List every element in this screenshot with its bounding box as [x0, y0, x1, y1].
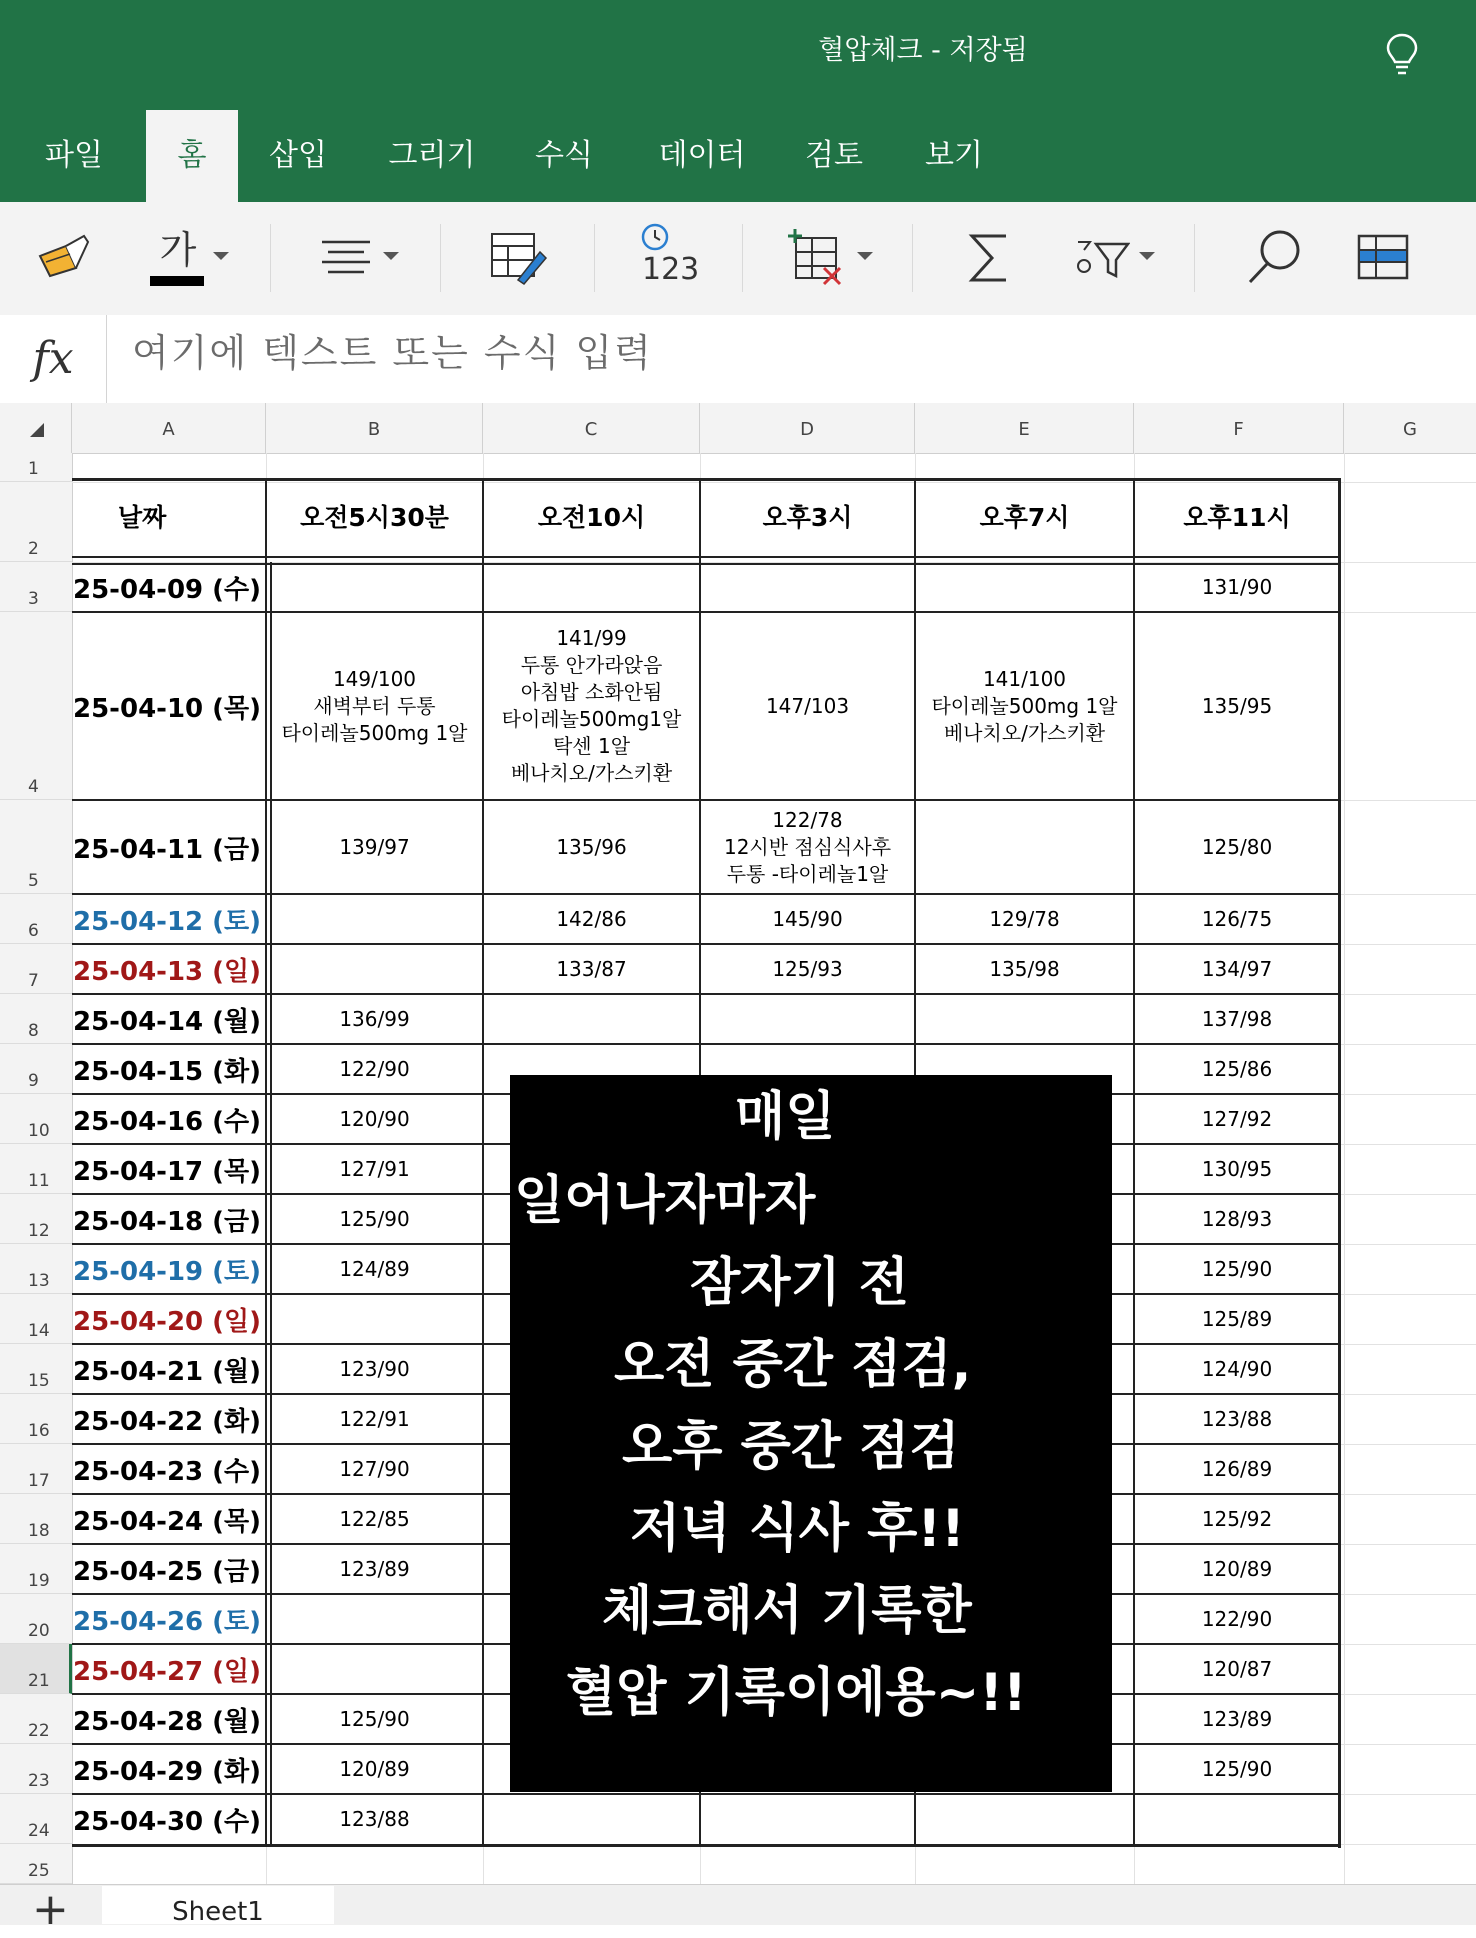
tab-view[interactable]: 보기 [925, 138, 983, 173]
row-number: 2 [28, 539, 39, 559]
row-number: 18 [28, 1521, 50, 1541]
row-number: 14 [28, 1321, 50, 1341]
row-number: 19 [28, 1571, 50, 1591]
reading-cell[interactable]: 125/89 [1201, 1306, 1273, 1331]
toolbar-divider [440, 224, 441, 292]
reading-cell[interactable]: 136/99 [339, 1006, 410, 1031]
row-number: 11 [28, 1171, 50, 1191]
row-number: 9 [28, 1071, 39, 1091]
reading-cell[interactable] [702, 994, 913, 1044]
reading-cell[interactable]: 129/78 [989, 906, 1060, 931]
reading-cell[interactable]: 122/78 12시반 점심식사후 두통 -타이레놀1알 [723, 807, 892, 886]
reading-cell[interactable]: 125/80 [1201, 834, 1273, 859]
overlay-line: 일어나자마자 [514, 1171, 816, 1231]
date-cell[interactable]: 25-04-14 (월) [73, 1006, 262, 1037]
chevron-down-icon[interactable] [856, 250, 874, 262]
reading-cell[interactable] [485, 994, 698, 1044]
tab-draw[interactable]: 그리기 [388, 138, 476, 173]
reading-cell[interactable] [268, 894, 481, 944]
row-number: 25 [28, 1861, 50, 1881]
reading-cell[interactable] [917, 562, 1132, 612]
row-header[interactable] [0, 800, 72, 894]
date-cell[interactable]: 25-04-29 (화) [73, 1756, 262, 1787]
date-cell[interactable]: 25-04-19 (토) [73, 1256, 262, 1287]
reading-cell[interactable]: 139/97 [339, 834, 410, 859]
reading-cell[interactable]: 127/91 [339, 1156, 410, 1181]
column-header-c[interactable]: C [483, 403, 700, 453]
date-cell[interactable]: 25-04-22 (화) [73, 1406, 262, 1437]
reading-cell[interactable]: 127/92 [1201, 1106, 1273, 1131]
row-number: 20 [28, 1621, 50, 1641]
date-cell[interactable]: 25-04-30 (수) [73, 1806, 262, 1837]
date-cell[interactable]: 25-04-26 (토) [73, 1606, 262, 1637]
date-cell[interactable]: 25-04-28 (월) [73, 1706, 262, 1737]
row-number: 1 [28, 459, 39, 479]
row-header[interactable] [0, 1394, 72, 1444]
row-number: 15 [28, 1371, 50, 1391]
row-header[interactable] [0, 1844, 72, 1884]
date-cell[interactable]: 25-04-23 (수) [73, 1456, 262, 1487]
column-header-e[interactable]: E [915, 403, 1134, 453]
reading-cell[interactable]: 122/91 [339, 1406, 410, 1431]
row-number: 5 [28, 871, 39, 891]
row-header[interactable] [0, 1444, 72, 1494]
row-header[interactable] [0, 612, 72, 800]
chevron-down-icon[interactable] [1138, 250, 1156, 262]
reading-cell[interactable]: 147/103 [765, 693, 850, 718]
reading-cell[interactable]: 122/85 [339, 1506, 410, 1531]
date-cell[interactable]: 25-04-16 (수) [73, 1106, 262, 1137]
document-title: 혈압체크 - 저장됨 [818, 35, 1028, 66]
reading-cell[interactable] [917, 800, 1132, 894]
table-header-cell[interactable]: 오전10시 [537, 502, 646, 532]
row-number: 23 [28, 1771, 50, 1791]
reading-cell[interactable]: 130/95 [1201, 1156, 1273, 1181]
row-number: 21 [28, 1671, 50, 1691]
reading-cell[interactable] [485, 562, 698, 612]
reading-cell[interactable]: 120/90 [339, 1106, 410, 1131]
format-painter-icon[interactable] [36, 222, 96, 294]
table-header-cell[interactable]: 오전5시30분 [300, 502, 449, 532]
toolbar-divider [912, 224, 913, 292]
reading-cell[interactable]: 134/97 [1201, 956, 1273, 981]
tab-formulas[interactable]: 수식 [535, 138, 593, 173]
chevron-down-icon[interactable] [382, 250, 400, 262]
clock-icon [640, 222, 670, 252]
date-cell[interactable]: 25-04-09 (수) [73, 574, 262, 605]
row-header[interactable] [0, 1594, 72, 1644]
reading-cell[interactable]: 141/100 타이레놀500mg 1알 베나치오/가스키환 [931, 666, 1118, 745]
tab-home[interactable]: 홈 [146, 110, 238, 202]
row-number: 16 [28, 1421, 50, 1441]
sheet-tab-sheet1[interactable]: Sheet1 [102, 1886, 334, 1924]
row-header[interactable] [0, 1644, 72, 1694]
reading-cell[interactable]: 133/87 [556, 956, 627, 981]
toolbar-divider [1194, 224, 1195, 292]
number-format-label: 123 [642, 252, 700, 287]
reading-cell[interactable]: 135/98 [989, 956, 1060, 981]
reading-cell[interactable]: 131/90 [1201, 574, 1273, 599]
row-header[interactable] [0, 944, 72, 994]
reading-cell[interactable] [268, 1644, 481, 1694]
row-header[interactable] [0, 994, 72, 1044]
row-number: 7 [28, 971, 39, 991]
reading-cell[interactable]: 125/92 [1201, 1506, 1273, 1531]
table-header-cell[interactable]: 오후11시 [1183, 502, 1291, 532]
row-number: 3 [28, 589, 39, 609]
reading-cell[interactable] [268, 944, 481, 994]
date-cell[interactable]: 25-04-17 (목) [73, 1156, 262, 1187]
column-header-a[interactable]: A [72, 403, 266, 453]
chevron-down-icon[interactable] [212, 250, 230, 262]
row-header[interactable] [0, 894, 72, 944]
row-header[interactable] [0, 562, 72, 612]
reading-cell[interactable]: 125/90 [1201, 1756, 1273, 1781]
row-header[interactable] [0, 1094, 72, 1144]
overlay-line: 오전 중간 점검, [614, 1335, 972, 1395]
column-header-f[interactable]: F [1134, 403, 1344, 453]
reading-cell[interactable] [268, 1294, 481, 1344]
reading-cell[interactable]: 149/100 새벽부터 두통 타이레놀500mg 1알 [281, 666, 468, 745]
column-header-d[interactable]: D [700, 403, 915, 453]
row-header[interactable] [0, 1294, 72, 1344]
row-header[interactable] [0, 1344, 72, 1394]
reading-cell[interactable] [917, 1794, 1132, 1844]
reading-cell[interactable]: 123/88 [1201, 1406, 1273, 1431]
table-border [265, 478, 267, 1846]
table-border [482, 478, 484, 1846]
toolbar-divider [742, 224, 743, 292]
overlay-line: 체크해서 기록한 [602, 1581, 972, 1641]
tab-review[interactable]: 검토 [805, 138, 863, 173]
reading-cell[interactable]: 125/90 [339, 1206, 410, 1231]
reading-cell[interactable]: 125/90 [1201, 1256, 1273, 1281]
reading-cell[interactable]: 123/89 [1201, 1706, 1273, 1731]
sort-filter-icon[interactable] [1074, 222, 1130, 294]
reading-cell[interactable]: 135/95 [1201, 693, 1273, 718]
date-cell[interactable]: 25-04-20 (일) [73, 1306, 262, 1337]
overlay-line: 오후 중간 점검 [622, 1417, 960, 1477]
date-cell[interactable]: 25-04-10 (목) [73, 693, 262, 724]
reading-cell[interactable]: 135/96 [556, 834, 627, 859]
font-color-button[interactable] [150, 226, 206, 286]
reading-cell[interactable]: 124/90 [1201, 1356, 1273, 1381]
row-header[interactable] [0, 453, 72, 482]
row-number: 8 [28, 1021, 39, 1041]
tab-insert[interactable]: 삽입 [269, 138, 327, 173]
reading-cell[interactable]: 122/90 [339, 1056, 410, 1081]
gridline-vertical [1344, 453, 1345, 1884]
reading-cell[interactable] [485, 1794, 698, 1844]
reading-cell[interactable]: 125/90 [339, 1706, 410, 1731]
function-fx-icon[interactable]: fx [0, 315, 107, 403]
reading-cell[interactable]: 137/98 [1201, 1006, 1273, 1031]
reading-cell[interactable]: 123/88 [339, 1806, 410, 1831]
reading-cell[interactable] [702, 1794, 913, 1844]
row-number: 17 [28, 1471, 50, 1491]
reading-cell[interactable]: 128/93 [1201, 1206, 1273, 1231]
table-header-cell[interactable]: 오후3시 [762, 502, 853, 532]
reading-cell[interactable]: 124/89 [339, 1256, 410, 1281]
number-format-button[interactable] [636, 222, 706, 294]
row-number: 12 [28, 1221, 50, 1241]
overlay-line: 잠자기 전 [690, 1253, 910, 1313]
overlay-line: 매일 [735, 1087, 836, 1147]
font-color-bar [150, 276, 204, 286]
table-border [72, 1844, 1340, 1847]
reading-cell[interactable]: 125/93 [772, 956, 843, 981]
row-header[interactable] [0, 1044, 72, 1094]
toolbar-divider [594, 224, 595, 292]
row-header[interactable] [0, 1694, 72, 1744]
date-cell[interactable]: 25-04-11 (금) [73, 834, 262, 865]
date-cell[interactable]: 25-04-24 (목) [73, 1506, 262, 1537]
reading-cell[interactable] [268, 1594, 481, 1644]
reading-cell[interactable]: 120/87 [1201, 1656, 1273, 1681]
column-header-b[interactable]: B [266, 403, 483, 453]
row-number: 4 [28, 777, 39, 797]
search-icon[interactable] [1242, 222, 1306, 294]
row-header[interactable] [0, 1544, 72, 1594]
reading-cell[interactable]: 120/89 [1201, 1556, 1273, 1581]
reading-cell[interactable]: 126/75 [1201, 906, 1273, 931]
date-cell[interactable]: 25-04-18 (금) [73, 1206, 262, 1237]
toolbar-divider [270, 224, 271, 292]
insert-delete-cells-icon[interactable] [786, 222, 848, 294]
reading-cell[interactable] [917, 994, 1132, 1044]
reading-cell[interactable]: 127/90 [339, 1456, 410, 1481]
row-header[interactable] [0, 1794, 72, 1844]
reading-cell[interactable]: 145/90 [772, 906, 843, 931]
align-center-icon[interactable] [318, 222, 374, 294]
row-header[interactable] [0, 482, 72, 562]
row-header[interactable] [0, 1194, 72, 1244]
reading-cell[interactable] [268, 562, 481, 612]
tab-data[interactable]: 데이터 [658, 138, 746, 173]
reading-cell[interactable]: 123/90 [339, 1356, 410, 1381]
formula-input[interactable]: 여기에 텍스트 또는 수식 입력 [132, 331, 653, 375]
cell-styles-icon[interactable] [488, 222, 548, 294]
row-number: 24 [28, 1821, 50, 1841]
date-cell[interactable]: 25-04-13 (일) [73, 956, 262, 987]
select-all-triangle-icon [30, 423, 44, 437]
table-border [72, 556, 1340, 558]
reading-cell[interactable] [1136, 1794, 1338, 1844]
overlay-line: 저녁 식사 후!! [630, 1499, 965, 1559]
reading-cell[interactable]: 122/90 [1201, 1606, 1273, 1631]
reading-cell[interactable] [702, 562, 913, 612]
reading-cell[interactable]: 125/86 [1201, 1056, 1273, 1081]
table-header-cell[interactable]: 날짜 [118, 502, 167, 532]
row-header[interactable] [0, 1494, 72, 1544]
date-cell[interactable]: 25-04-15 (화) [73, 1056, 262, 1087]
reading-cell[interactable]: 141/99 두통 안가라앉음 아침밥 소화안됨 타이레놀500mg1알 탁센 1알 베나치오/가스키환 [501, 626, 682, 785]
row-number: 10 [28, 1121, 50, 1141]
tab-file[interactable]: 파일 [45, 138, 103, 173]
select-all-corner[interactable] [0, 403, 72, 453]
column-header-g[interactable]: G [1403, 419, 1417, 440]
reading-cell[interactable]: 123/89 [339, 1556, 410, 1581]
date-cell[interactable]: 25-04-27 (일) [73, 1656, 262, 1687]
row-number: 13 [28, 1271, 50, 1291]
row-number: 22 [28, 1721, 50, 1741]
reading-cell[interactable]: 142/86 [556, 906, 627, 931]
date-cell[interactable]: 25-04-12 (토) [73, 906, 262, 937]
overlay-line: 혈압 기록이에용~!! [566, 1663, 1027, 1723]
row-header[interactable] [0, 1244, 72, 1294]
reading-cell[interactable]: 120/89 [339, 1756, 410, 1781]
add-sheet-button[interactable]: + [32, 1884, 69, 1935]
freeze-panes-icon[interactable] [1356, 222, 1410, 294]
tell-me-lightbulb-icon[interactable] [1384, 32, 1420, 78]
table-header-cell[interactable]: 오후7시 [979, 502, 1070, 532]
reading-cell[interactable]: 126/89 [1201, 1456, 1273, 1481]
autosum-icon[interactable] [966, 222, 1012, 294]
row-header[interactable] [0, 1744, 72, 1794]
date-cell[interactable]: 25-04-25 (금) [73, 1556, 262, 1587]
row-number: 6 [28, 921, 39, 941]
font-glyph-icon: 가 [159, 228, 197, 272]
date-cell[interactable]: 25-04-21 (월) [73, 1356, 262, 1387]
row-header[interactable] [0, 1144, 72, 1194]
